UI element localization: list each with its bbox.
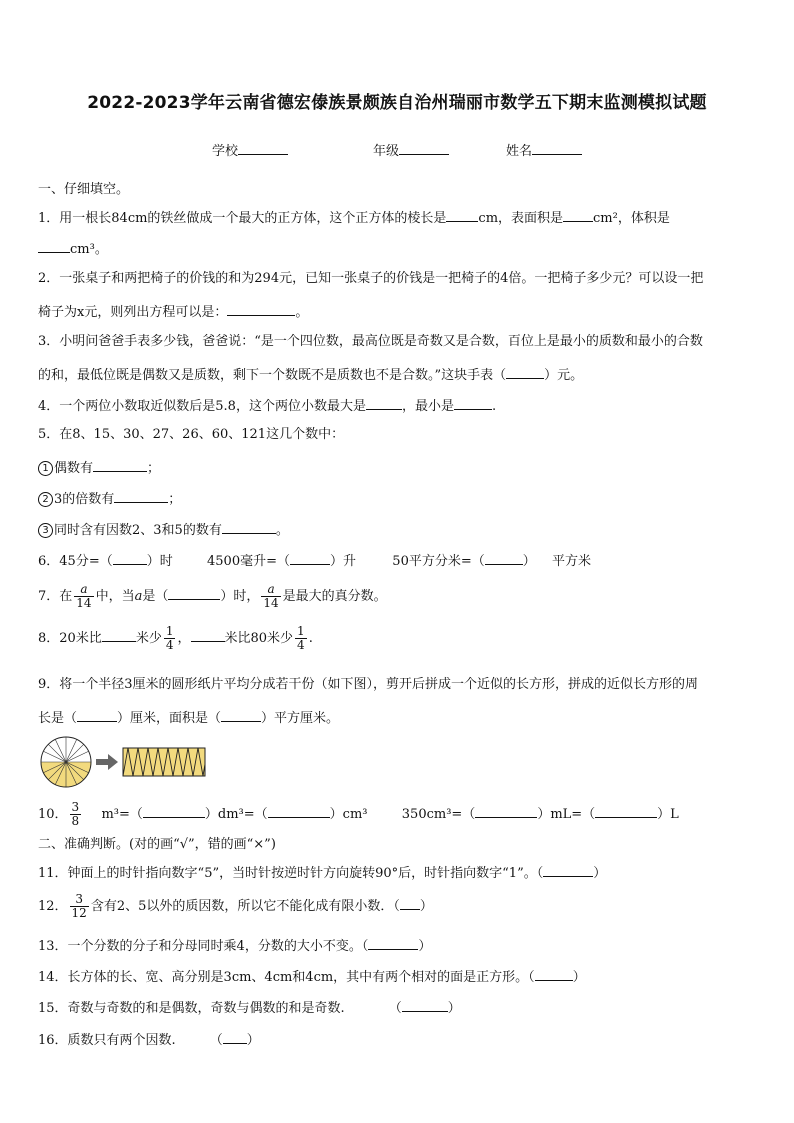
question-5-item-1 [38,457,160,478]
question-1-line-2 [38,238,108,259]
q8-text-e: . [308,631,313,646]
fraction-numerator: 3 [71,800,80,814]
question-9-line-1: 9．将一个半径3厘米的圆形纸片平均分成若干份（如下图），剪开后拼成一个近似的长方形，拼成的近似长方形的周 [38,677,699,692]
q1-text-a: 1．用一根长84cm的铁丝做成一个最大的正方体，这个正方体的棱长是 [38,211,447,226]
q7-blank[interactable] [168,585,220,600]
q5-item-1-end: ； [147,461,161,476]
q1-text-d: cm³。 [70,242,108,257]
q4-text-a: 4．一个两位小数取近似数后是5.8，这个两位小数最大是 [38,399,366,414]
name-label: 姓名 [506,144,533,159]
fraction-numerator: 1 [297,624,305,638]
q11-text-b: ） [593,866,607,881]
q9-blank-1[interactable] [77,707,117,722]
q13-text-a: 13．一个分数的分子和分母同时乘4，分数的大小不变。（ [38,939,369,954]
q12-text-c: ） [419,899,433,914]
q10-text-g: ）L [657,807,679,822]
fraction-numerator: 1 [165,624,174,638]
q6-blank-3[interactable] [485,550,523,565]
circled-number-3: 3 [38,523,53,538]
question-15 [38,997,461,1018]
q14-text-a: 14．长方体的长、宽、高分别是3cm、4cm和4cm，其中有两个相对的面是正方形。（ [38,970,535,985]
q10-text-e: 350cm³=（ [401,807,476,822]
q6-text-b: ）时 [146,554,173,569]
q5-blank-2[interactable] [114,488,168,503]
question-2-line-1: 2．一张桌子和两把椅子的价钱的和为294元，已知一张桌子的价钱是一把椅子的4倍。一把椅子多少元？可以设一把 [38,271,704,286]
q11-blank[interactable] [543,862,593,877]
q7-text-c: 是（ [142,589,169,604]
q10-blank-2[interactable] [268,803,330,818]
right-arrow-icon [96,754,118,770]
question-3-line-2 [38,364,583,385]
q10-blank-4[interactable] [595,803,657,818]
q15-text-b: （ [388,1001,402,1016]
q8-blank-2[interactable] [191,627,225,642]
question-1-line-1 [38,207,670,228]
fraction-a-over-14-repeat [261,583,280,610]
q10-blank-3[interactable] [475,803,537,818]
q4-text-b: ，最小是 [401,399,454,414]
q5-blank-3[interactable] [222,519,276,534]
question-14 [38,966,586,987]
q8-text-a: 8．20米比 [38,631,102,646]
q1-blank-3[interactable] [38,238,70,253]
q10-text-c: ）dm³=（ [204,807,268,822]
q3-text-b: 的和，最低位既是偶数又是质数，剩下一个数既不是质数也不是合数。”这块手表（ [38,368,507,383]
q9-text-c: ）厘米，面积是（ [117,711,222,726]
q4-blank-2[interactable] [454,395,492,410]
q3-blank[interactable] [506,364,544,379]
q3-text-c: ）元。 [544,368,584,383]
name-field [506,140,582,159]
fraction-numerator: 3 [75,892,83,906]
fraction-one-quarter-repeat [295,625,307,652]
q15-text-a: 15．奇数与奇数的和是偶数，奇数与偶数的和是奇数. [38,1001,345,1016]
q4-text-c: . [491,399,497,414]
q10-text-a: 10． [38,807,68,822]
q7-text-e: 是最大的真分数。 [282,589,387,604]
q9-text-d: ）平方厘米。 [261,711,340,726]
grade-field [373,140,449,159]
q14-text-b: ） [572,970,586,985]
question-8 [38,624,313,654]
fraction-denominator: 14 [76,596,92,610]
question-11 [38,862,606,883]
q1-blank-2[interactable] [563,207,593,222]
q7-text-b: 中，当 [95,589,135,604]
question-16 [38,1029,260,1050]
question-5: 5．在8、15、30、27、26、60、121这几个数中： [38,427,345,442]
divided-circle-icon [41,737,91,787]
fraction-three-twelfths [70,893,89,920]
fraction-denominator: 14 [263,596,279,610]
fraction-numerator: a [267,582,275,596]
q2-text-b: 椅子为x元，则列出方程可以是： [38,305,228,320]
q7-text-d: ）时， [220,589,260,604]
q5-item-2-text: 3的倍数有 [54,492,115,507]
fraction-denominator: 12 [71,906,87,920]
q9-text-b: 长是（ [38,711,78,726]
question-5-item-2 [38,488,181,509]
question-3-line-1: 3．小明问爸爸手表多少钱，爸爸说：“是一个四位数，最高位既是奇数又是合数，百位上是最小的质数和最小的合数 [38,334,703,349]
question-7 [38,582,387,612]
q6-text-c: 4500毫升=（ [207,554,290,569]
q13-blank[interactable] [368,935,418,950]
grade-label: 年级 [373,144,400,159]
q11-text-a: 11．钟面上的时针指向数字“5”，当时针按逆时针方向旋转90°后，时针指向数字“1”。（ [38,866,544,881]
section-2-heading: 二、准确判断。(对的画“√”，错的画“×”) [38,837,276,852]
school-field [212,140,288,159]
q10-text-f: ）mL=（ [537,807,596,822]
q6-text-f: ） [522,554,536,569]
q8-text-b: 米少 [135,631,162,646]
fraction-denominator: 8 [71,814,80,828]
q8-text-c: ， [177,631,191,646]
school-label: 学校 [212,144,239,159]
q6-text-d: ）升 [330,554,357,569]
q7-text-a: 7．在 [38,589,73,604]
rearranged-rectangle-icon [123,748,205,776]
q12-text-b: 含有2、5以外的质因数，所以它不能化成有限小数．（ [90,899,400,914]
q15-text-c: ） [447,1001,461,1016]
q5-item-1-text: 偶数有 [54,461,94,476]
q2-text-c: 。 [295,305,309,320]
fraction-denominator: 4 [297,638,305,652]
q6-text-a: 6．45分=（ [38,554,113,569]
question-12 [38,892,433,922]
q12-text-a: 12． [38,899,68,914]
q16-text-b: （ [209,1033,223,1048]
section-1-heading: 一、仔细填空。 [38,182,130,197]
q10-text-b: m³=（ [101,807,143,822]
question-5-item-3 [38,519,289,540]
q8-text-d: 米比80米少 [224,631,294,646]
q5-item-3-text: 同时含有因数2、3和5的数有 [54,523,222,538]
school-blank[interactable] [238,140,288,155]
circled-number-2: 2 [38,492,53,507]
question-6 [38,550,591,571]
q9-blank-2[interactable] [221,707,261,722]
q7-variable: a [134,589,143,604]
q5-item-3-end: 。 [275,523,289,538]
q16-blank[interactable] [223,1029,247,1044]
q6-blank-1[interactable] [113,550,147,565]
question-4 [38,395,496,416]
q10-text-d: ）cm³ [329,807,368,822]
q5-blank-1[interactable] [93,457,147,472]
q1-text-c: cm²，体积是 [593,211,670,226]
q2-blank[interactable] [227,301,295,316]
fraction-a-over-14 [74,583,93,610]
question-10 [38,800,679,830]
fraction-three-eighths [70,801,82,828]
name-blank[interactable] [532,140,582,155]
q5-item-2-end: ； [168,492,182,507]
question-2-line-2 [38,301,308,322]
q6-blank-2[interactable] [290,550,330,565]
q6-text-e: 50平方分米=（ [392,554,485,569]
question-9-line-2 [38,707,339,728]
fraction-denominator: 4 [165,638,174,652]
q6-text-g: 平方米 [552,554,592,569]
page-title: 2022-2023学年云南省德宏傣族景颇族自治州瑞丽市数学五下期末监测模拟试题 [87,93,707,113]
q10-blank-1[interactable] [143,803,205,818]
q1-text-b: cm，表面积是 [478,211,564,226]
q12-blank[interactable] [400,895,420,910]
fraction-one-quarter [164,625,176,652]
q15-blank[interactable] [402,997,448,1012]
q16-text-c: ） [246,1033,260,1048]
q4-blank-1[interactable] [366,395,402,410]
circled-number-1: 1 [38,461,53,476]
q13-text-b: ） [418,939,432,954]
grade-blank[interactable] [399,140,449,155]
q8-blank-1[interactable] [102,627,136,642]
q14-blank[interactable] [535,966,573,981]
q16-text-a: 16．质数只有两个因数. [38,1033,176,1048]
circle-to-rectangle-figure [38,734,218,790]
fraction-numerator: a [80,582,88,596]
q1-blank-1[interactable] [446,207,478,222]
question-13 [38,935,431,956]
